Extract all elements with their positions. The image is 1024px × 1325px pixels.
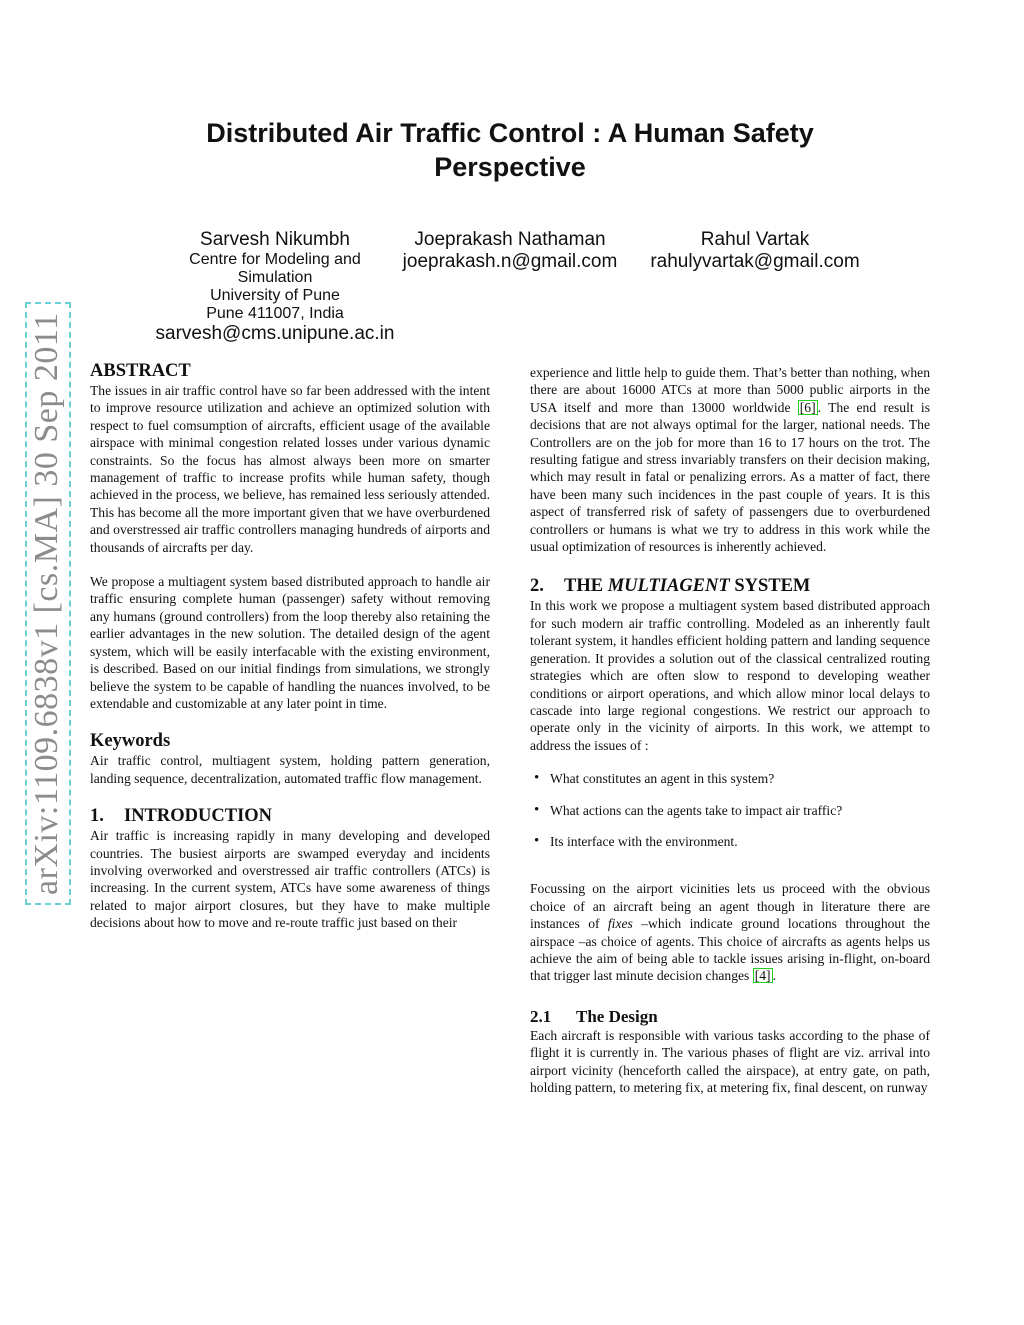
introduction-paragraph: Air traffic is increasing rapidly in many developing and developed countries. The busiest airports are swamped everyday and incidents involving overworked and overstressed air traffic controllers (ATCs) is increasing. In the current system, ATCs have some awareness of things related to major airport closures, but they have to make multiple decisions about how to move and re-route traffic just based on their [90,828,490,931]
abstract-heading: ABSTRACT [90,361,191,381]
author-affiliation-line: Simulation [237,269,313,286]
introduction-heading [90,805,490,827]
author-name: Joeprakash Nathaman [414,229,606,250]
author-affiliation-line: Centre for Modeling and [189,251,361,268]
section-2-paragraph: In this work we propose a multiagent system based distributed approach for such modern air traffic controlling. Modeled as an inherently fault tolerant system, it handles efficient holding pattern and landing sequence generation. It provides a solution out of the classical centralized routing strategies which are often slow to respond to developing weather conditions or airport operations, and which allow minor local delays to cascade into large regional congestions. We restrict our approach to operate only in the vicinity of airports. In this work, we attempt to address the issues of : [530,598,930,753]
keywords-heading: Keywords [90,731,171,752]
list-item: • Its interface with the environment. [550,833,930,850]
author-affiliation-line: University of Pune [210,287,340,304]
subsection-title: The Design [576,1006,658,1026]
subsection-heading [530,1007,930,1027]
section-title: INTRODUCTION [124,806,273,827]
abstract-paragraph: The issues in air traffic control have so far been addressed with the intent to improve resource utilization and achieve an optimized solution with respect to fuel comsumption of aircrafts, efficient usage of the available airspace with minimal congestion related losses under various dynamic constraints. So the focus has almost always been more on smarter management of traffic to increase profits while human safety, though achieved in the process, we believe, has remained less seriously attended. This has become all the more important given that we have overburdened and overstressed air traffic controllers managing hundreds of airports and thousands of aircrafts per day. [90,383,490,555]
author-affiliation-line: Pune 411007, India [206,305,344,322]
text-run: –which indicate ground locations throughout the airspace –as choice of agents. This choice of aircrafts as agents helps us achieve the aim of being able to tackle issues arising in-flight, on-board that trigger last minute decision changes [530,916,930,984]
section-title-part: MULTIAGENT [607,576,730,597]
right-column [530,364,930,1096]
paper-title: Distributed Air Traffic Control : A Human Safety Perspective [206,118,814,182]
keywords-text: Air traffic control, multiagent system, holding pattern generation, landing sequence, decentralization, automated traffic flow management. [90,753,490,786]
subsection-number: 2.1 [530,1006,552,1026]
author-email: rahulyvartak@gmail.com [650,251,860,272]
list-item: • What actions can the agents take to impact air traffic? [550,802,930,819]
author-block [390,229,630,273]
text-run: fixes [607,916,633,932]
author-email: sarvesh@cms.unipune.ac.in [155,323,395,344]
author-block [630,229,880,273]
introduction-paragraph-continued [530,364,930,555]
abstract-paragraph: We propose a multiagent system based distributed approach to handle air traffic ensuring complete human (passenger) safety without removing any humans (ground controllers) from the loop thereby also retaining the earlier advantages in the new solution. The detailed design of the agent system, which will be easily interfacable with the existing environment, is described. Based on our initial findings from simulations, we strongly believe the system to be capable of handling the nuances involved, to be extendable and customizable at any later point in time. [90,574,490,711]
text-run: experience and little help to guide them. That’s better than nothing, when there are about 16000 ATCs at more than 5000 public airports in the USA itself and more than 13000 worldwide [530,365,930,415]
text-run: . [772,968,776,984]
author-email: joeprakash.n@gmail.com [402,251,618,272]
author-name: Sarvesh Nikumbh [200,229,350,250]
citation-link[interactable]: [4] [754,968,771,984]
author-name: Rahul Vartak [700,229,810,250]
citation-link[interactable]: [6] [799,399,816,415]
section-title-part: SYSTEM [729,576,811,597]
section-2-heading [530,575,930,597]
text-run: Focussing on the airport vicinities lets us proceed with the obvious choice of an aircraft being an agent though in literature there are instances of [530,881,930,932]
section-number: 2. [530,576,544,597]
left-column [90,360,490,932]
author-block [140,229,410,345]
subsection-paragraph: Each aircraft is responsible with various tasks according to the phase of flight it is currently in. The various phases of flight are viz. arrival into airport vicinity (henceforth called the airspace), at entry gate, on path, holding pattern, to metering fix, at metering fix, final descent, on runway [530,1027,930,1095]
text-run: . The end result is decisions that are not always optimal for the larger, national needs. The Controllers are on the job for more than 16 to 17 hours on the trot. The resulting fatigue and stress invariably transfers on their decision making, which may result in fatal or penalizing errors. As a matter of fact, there have been many such incidences in the past couple of years. It is this aspect of transferred risk of safety of passengers due to overburdened controllers or humans is what we try to address in this work while the usual optimization of resources is inherently achieved. [530,399,931,555]
arxiv-identifier: arXiv:1109.6838v1 [cs.MA] 30 Sep 2011 [25,302,71,905]
section-2-paragraph [530,880,930,984]
bullet-list [530,770,930,850]
section-number: 1. [90,806,104,827]
section-title-part: THE [564,576,608,597]
list-item: • What constitutes an agent in this system? [550,770,930,787]
